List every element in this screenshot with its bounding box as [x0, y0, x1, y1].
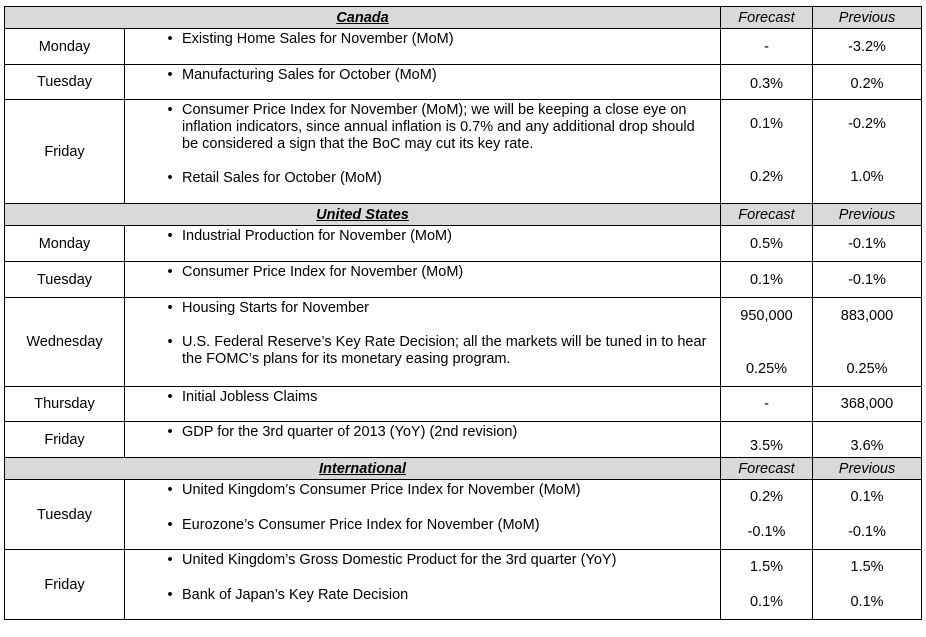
forecast-value: 0.5%: [721, 226, 813, 262]
event-item: [125, 480, 720, 499]
forecast-value: -: [721, 29, 813, 65]
section-title: International: [5, 458, 721, 480]
event-item: [125, 100, 720, 153]
forecast-value: -0.1%: [747, 524, 786, 540]
previous-value: 0.25%: [846, 361, 888, 377]
event-text: Industrial Production for November (MoM): [182, 228, 452, 244]
event-item: [125, 65, 720, 84]
event-text: U.S. Federal Reserve’s Key Rate Decision; all the markets will be tuned in to hear the FOMC’s plans for its monetary easing program.: [182, 334, 707, 367]
day-label: Thursday: [5, 387, 125, 422]
column-header-forecast: Forecast: [721, 458, 813, 480]
day-label: Monday: [5, 226, 125, 262]
event-item: [125, 262, 720, 281]
section-title: Canada: [5, 7, 721, 29]
event-item: [125, 569, 720, 604]
event-item: [125, 29, 720, 48]
bullet-icon: •: [167, 170, 173, 186]
bullet-icon: •: [167, 228, 173, 244]
table-row: [5, 422, 922, 458]
table-row: [5, 298, 922, 387]
event-text: Bank of Japan’s Key Rate Decision: [182, 587, 409, 603]
event-item: [125, 226, 720, 245]
event-text: United Kingdom’s Consumer Price Index for November (MoM): [182, 482, 581, 498]
event-item: [125, 550, 720, 569]
table-row: [5, 65, 922, 100]
event-text: Consumer Price Index for November (MoM); we will be keeping a close eye on inflation indicators, since annual inflation is 0.7% and any additional drop should be considered a sign that the BoC may cut its key rate.: [182, 102, 695, 152]
table-row: [5, 100, 922, 204]
event-text: GDP for the 3rd quarter of 2013 (YoY) (2nd revision): [182, 424, 518, 440]
table-row: [5, 387, 922, 422]
table-row: [5, 29, 922, 65]
forecast-value: 0.25%: [745, 361, 788, 377]
event-text: United Kingdom’s Gross Domestic Product for the 3rd quarter (YoY): [182, 552, 617, 568]
forecast-value: 3.5%: [721, 422, 813, 458]
section-header-international: [5, 458, 922, 480]
column-header-previous: Previous: [813, 204, 922, 226]
event-item: [125, 153, 720, 187]
bullet-icon: •: [167, 482, 173, 498]
forecast-value: 950,000: [740, 308, 793, 324]
event-item: [125, 387, 720, 406]
column-header-previous: Previous: [813, 7, 922, 29]
previous-value: -0.2%: [848, 116, 886, 132]
forecast-value: 0.2%: [749, 489, 784, 505]
table-row: [5, 262, 922, 298]
economic-calendar-table: [4, 6, 922, 620]
forecast-value: -: [721, 387, 813, 422]
event-text: Housing Starts for November: [182, 300, 369, 316]
event-text: Manufacturing Sales for October (MoM): [182, 67, 437, 83]
forecast-value: 1.5%: [749, 559, 784, 575]
previous-value: -0.1%: [848, 524, 886, 540]
bullet-icon: •: [167, 424, 173, 440]
previous-value: 368,000: [813, 387, 922, 422]
bullet-icon: •: [167, 587, 173, 603]
previous-value: 0.1%: [850, 594, 884, 610]
column-header-previous: Previous: [813, 458, 922, 480]
previous-value: 3.6%: [813, 422, 922, 458]
previous-value: 1.0%: [850, 169, 884, 185]
day-label: Tuesday: [5, 262, 125, 298]
table-row: [5, 226, 922, 262]
forecast-value: 0.1%: [749, 116, 784, 132]
event-item: [125, 499, 720, 534]
column-header-forecast: Forecast: [721, 7, 813, 29]
day-label: Friday: [5, 422, 125, 458]
event-text: Eurozone’s Consumer Price Index for November (MoM): [182, 517, 540, 533]
forecast-value: 0.3%: [721, 65, 813, 100]
table-row: [5, 480, 922, 550]
day-label: Friday: [5, 550, 125, 620]
event-text: Consumer Price Index for November (MoM): [182, 264, 464, 280]
bullet-icon: •: [167, 517, 173, 533]
previous-value: 883,000: [840, 308, 894, 324]
day-label: Monday: [5, 29, 125, 65]
bullet-icon: •: [167, 264, 173, 280]
section-title: United States: [5, 204, 721, 226]
day-label: Wednesday: [5, 298, 125, 387]
day-label: Tuesday: [5, 65, 125, 100]
event-item: [125, 317, 720, 368]
bullet-icon: •: [167, 102, 173, 118]
table-row: [5, 550, 922, 620]
previous-value: 1.5%: [850, 559, 884, 575]
event-text: Existing Home Sales for November (MoM): [182, 31, 454, 47]
previous-value: 0.1%: [850, 489, 884, 505]
previous-value: -0.1%: [813, 262, 922, 298]
column-header-forecast: Forecast: [721, 204, 813, 226]
forecast-value: 0.2%: [749, 169, 784, 185]
bullet-icon: •: [167, 300, 173, 316]
previous-value: -0.1%: [813, 226, 922, 262]
day-label: Friday: [5, 100, 125, 204]
event-text: Retail Sales for October (MoM): [182, 170, 382, 186]
bullet-icon: •: [167, 552, 173, 568]
forecast-value: 0.1%: [749, 594, 784, 610]
bullet-icon: •: [167, 67, 173, 83]
section-header-canada: [5, 7, 922, 29]
forecast-value: 0.1%: [721, 262, 813, 298]
previous-value: -3.2%: [813, 29, 922, 65]
event-item: [125, 422, 720, 441]
event-item: [125, 298, 720, 317]
section-header-us: [5, 204, 922, 226]
event-text: Initial Jobless Claims: [182, 389, 318, 405]
day-label: Tuesday: [5, 480, 125, 550]
bullet-icon: •: [167, 31, 173, 47]
bullet-icon: •: [167, 389, 173, 405]
previous-value: 0.2%: [813, 65, 922, 100]
bullet-icon: •: [167, 334, 173, 350]
